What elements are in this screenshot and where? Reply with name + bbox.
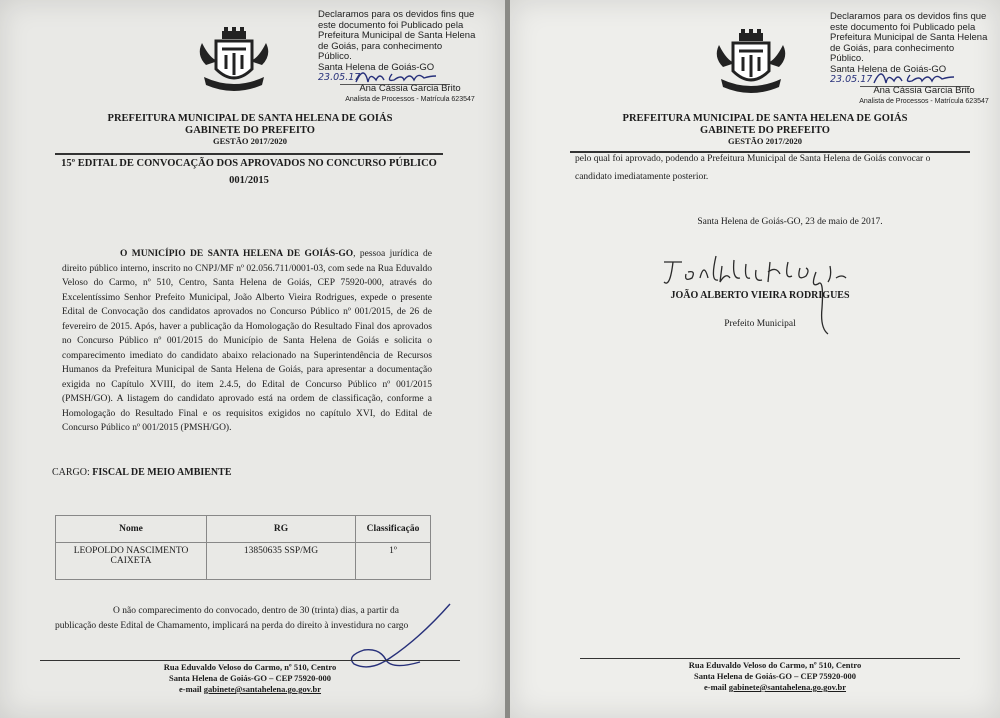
table-row (56, 543, 431, 580)
cell-rg: 13850635 SSP/MG (207, 543, 356, 580)
edital-title-line1: 15º EDITAL DE CONVOCAÇÃO DOS APROVADOS NO CONCURSO PÚBLICO (61, 158, 437, 169)
date-line: Santa Helena de Goiás-GO, 23 de maio de 2017. (697, 217, 883, 227)
edital-paragraph (62, 247, 432, 436)
stamp-line: este documento foi Publicado pela (318, 19, 464, 31)
stamp-signer-role: Analista de Processos - Matrícula 623547 (859, 97, 989, 105)
stamp-line: Prefeitura Municipal de Santa Helena (830, 32, 988, 43)
cargo-line (52, 466, 432, 481)
cell-nome (56, 543, 207, 580)
stamp-signer (340, 84, 480, 105)
edital-title (55, 156, 443, 188)
footer-divider (40, 660, 460, 661)
coat-of-arms-icon (713, 27, 789, 99)
stamp-signer-name: Ana Cássia Garcia Brito (873, 85, 975, 96)
footer-line: Rua Eduvaldo Veloso do Carmo, nº 510, Centro (163, 662, 337, 672)
stamp-line: este documento foi Publicado pela (830, 21, 976, 33)
closing-line1: O não comparecimento do convocado, dentro de 30 (trinta) dias, a partir da (113, 606, 399, 616)
footer-email-prefix: e-mail (703, 682, 729, 692)
stamp-place: Santa Helena de Goiás-GO (318, 61, 435, 73)
letterhead-line: GESTÃO 2017/2020 (728, 136, 802, 146)
stamp-signer (854, 86, 994, 107)
footer-email-line (605, 682, 945, 693)
letterhead-line: GESTÃO 2017/2020 (213, 136, 287, 146)
signer-name: JOÃO ALBERTO VIEIRA RODRIGUES (670, 290, 850, 301)
letterhead-line: GABINETE DO PREFEITO (185, 124, 315, 136)
footer-email[interactable]: gabinete@santahelena.go.gov.br (203, 684, 322, 694)
document-page-right (510, 0, 1000, 718)
footer-email[interactable]: gabinete@santahelena.go.gov.br (728, 682, 847, 692)
col-header-nome: Nome (56, 516, 207, 543)
footer-line: Rua Eduvaldo Veloso do Carmo, nº 510, Centro (688, 660, 862, 670)
cargo-value: FISCAL DE MEIO AMBIENTE (92, 467, 232, 478)
col-header-rg: RG (207, 516, 356, 543)
col-header-classificacao: Classificação (356, 516, 431, 543)
letterhead (570, 113, 960, 148)
stamp-signer-name: Ana Cássia Garcia Brito (359, 83, 461, 94)
cargo-label: CARGO: (52, 467, 90, 478)
stamp-line: de Goiás, para conhecimento Público. (318, 40, 443, 62)
stamp-line: Declaramos para os devidos fins que (318, 9, 475, 20)
stamp-signer-role: Analista de Processos - Matrícula 623547 (345, 95, 475, 103)
stamp-place: Santa Helena de Goiás-GO (830, 63, 947, 75)
stamp-line: Prefeitura Municipal de Santa Helena (318, 30, 476, 41)
stamp-date: 23.05.17 (830, 74, 873, 85)
paragraph-text: , pessoa jurídica de direito público interno, inscrito no CNPJ/MF nº 02.056.711/0001-03, com sede na Rua Eduvaldo Veloso do Carmo, nº 510, Centro, Santa Helena de Goiás, CEP 75920-000, através do Excelentíssimo Senhor Prefeito Municipal, João Alberto Vieira Rodrigues, expede o presente Edital de Convocação dos candidatos aprovados no Concurso Público nº 001/2015, de 26 de fevereiro de 2015. Após, haver a publicação da Homologação do Resultado Final dos aprovados no Concurso Público nº 001/2015 do Município de Santa Helena de Goiás e solicita o comparecimento imediato do candidato abaixo relacionado na Superintendência de Recursos Humanos da Prefeitura Municipal de Santa Helena de Goiás, para apresentar a documentação exigida no Capítulo XVIII, do item 2.4.5, do Edital de Concurso Público nº 001/2015 (PMSH/GO). A listagem do candidato aprovado está na ordem de classificação, conforme a Homologação do Resultado Final e os requisitos exigidos no capítulo XVI, do Edital de Concurso Público nº 001/2015 (PMSH/GO). (62, 249, 432, 433)
closing-line2: publicação deste Edital de Chamamento, implicará na perda do direito à investidura no cargo (55, 620, 409, 631)
edital-title-line2: 001/2015 (229, 175, 269, 186)
footer-line: Santa Helena de Goiás-GO – CEP 75920-000 (694, 671, 856, 681)
letterhead-line: GABINETE DO PREFEITO (700, 124, 830, 136)
municipality-name: O MUNICÍPIO DE SANTA HELENA DE GOIÁS-GO (120, 249, 354, 259)
letterhead (60, 113, 440, 148)
footer-address (605, 660, 945, 693)
coat-of-arms-icon (196, 25, 272, 97)
stamp-line: de Goiás, para conhecimento Público. (830, 42, 955, 64)
continuation-line1: pelo qual foi aprovado, podendo a Prefeitura Municipal de Santa Helena de Goiás convocar o (575, 154, 931, 164)
letterhead-line: PREFEITURA MUNICIPAL DE SANTA HELENA DE GOIÁS (622, 113, 908, 124)
cell-nome-line1: LEOPOLDO NASCIMENTO (73, 546, 189, 556)
continuation-paragraph (575, 152, 975, 184)
footer-line: Santa Helena de Goiás-GO – CEP 75920-000 (169, 673, 331, 683)
cell-classificacao: 1º (356, 543, 431, 580)
letterhead-line: PREFEITURA MUNICIPAL DE SANTA HELENA DE GOIÁS (107, 113, 393, 124)
header-divider (55, 153, 443, 155)
signer-title: Prefeito Municipal (724, 319, 796, 329)
footer-address (80, 662, 420, 695)
cell-nome-line2: CAIXETA (110, 556, 152, 566)
stamp-date: 23.05.17 (318, 72, 361, 83)
candidate-table (55, 515, 431, 580)
stamp-line: Declaramos para os devidos fins que (830, 11, 987, 22)
continuation-line2: candidato imediatamente posterior. (575, 171, 709, 182)
footer-email-line (80, 684, 420, 695)
table-header-row (56, 516, 431, 543)
footer-email-prefix: e-mail (178, 684, 204, 694)
footer-divider (580, 658, 960, 659)
